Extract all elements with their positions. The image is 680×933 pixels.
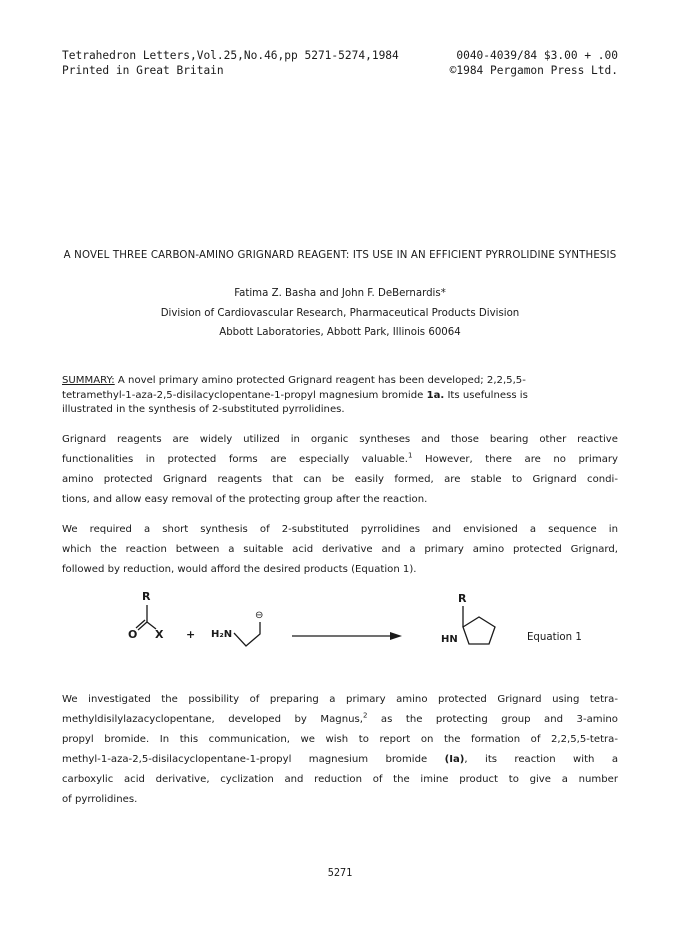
text-line [62, 450, 618, 470]
text-span: functionalities in protected forms are especially valuable. [62, 454, 408, 465]
reference-marker: 1 [407, 451, 413, 460]
compound-label: 1a. [426, 389, 445, 401]
plus-sign: + [186, 628, 196, 641]
page-number: 5271 [327, 868, 353, 879]
journal-header [62, 48, 618, 78]
text-line [62, 710, 618, 730]
text-line: propyl bromide. In this communication, we wish to report on the formation of 2,2,5,5-tetra- [62, 734, 618, 745]
product-r-label: R [458, 592, 467, 605]
text-line [62, 750, 618, 770]
issn-price: 0040-4039/84 $3.00 + .00 [456, 49, 618, 62]
leaving-group-label: X [155, 628, 164, 641]
carbonyl-co-bond [138, 622, 147, 630]
summary-text: Its usefulness is [444, 389, 528, 401]
summary [62, 374, 620, 418]
journal-reference: Tetrahedron Letters,Vol.25,No.46,pp 5271-5274,1984 [62, 49, 399, 62]
text-span: However, there are no primary [412, 454, 619, 465]
article-title: A NOVEL THREE CARBON-AMINO GRIGNARD REAGENT: ITS USE IN AN EFFICIENT PYRROLIDINE SYNTHESIS [63, 250, 617, 261]
text-span: as the protecting group and 3-amino [367, 714, 618, 725]
affiliation-address: Abbott Laboratories, Abbott Park, Illinois 60064 [219, 327, 461, 338]
product-nh-label: HN [441, 634, 458, 645]
summary-text: A novel primary amino protected Grignard reagent has been developed; 2,2,5,5- [114, 375, 526, 386]
printed-location: Printed in Great Britain [62, 64, 224, 77]
text-span: , its reaction with a [464, 754, 618, 765]
r-group-label: R [142, 590, 151, 603]
summary-text: illustrated in the synthesis of 2-substituted pyrrolidines. [62, 404, 345, 415]
paragraph [62, 690, 618, 810]
carbanion-charge: ⊖ [255, 610, 264, 621]
text-line: We required a short synthesis of 2-substituted pyrrolidines and envisioned a sequence in [62, 524, 618, 535]
text-line: Grignard reagents are widely utilized in organic syntheses and those bearing other reactive [62, 434, 618, 445]
text-line: tions, and allow easy removal of the protecting group after the reaction. [62, 494, 428, 505]
copyright: ©1984 Pergamon Press Ltd. [449, 64, 618, 77]
text-line: followed by reduction, would afford the desired products (Equation 1). [62, 564, 417, 575]
text-line: of pyrrolidines. [62, 794, 138, 805]
reference-marker: 2 [362, 711, 368, 720]
text-line: which the reaction between a suitable acid derivative and a primary amino protected Grignard, [62, 544, 618, 555]
authors: Fatima Z. Basha and John F. DeBernardis* [234, 288, 446, 299]
paragraph [62, 520, 618, 580]
text-line: carboxylic acid derivative, cyclization and reduction of the imine product to give a number [62, 774, 618, 785]
equation-1-scheme [100, 588, 640, 658]
amine-label: H₂N [211, 629, 233, 640]
pyrrolidine-ring [463, 617, 495, 644]
reaction-arrow-head [390, 632, 402, 640]
text-span: methyldisilylazacyclopentane, developed by Magnus, [62, 714, 363, 725]
equation-label: Equation 1 [527, 632, 582, 643]
summary-label: SUMMARY: [62, 375, 115, 386]
text-span: methyl-1-aza-2,5-disilacyclopentane-1-propyl magnesium bromide [62, 754, 445, 765]
text-line: amino protected Grignard reagents that can be easily formed, are stable to Grignard condi- [62, 474, 618, 485]
text-line: We investigated the possibility of preparing a primary amino protected Grignard using tetra- [62, 694, 618, 705]
carbonyl-co-double [136, 620, 145, 628]
author-block [0, 284, 680, 343]
paragraph [62, 430, 618, 510]
summary-text: tetramethyl-1-aza-2,5-disilacyclopentane-1-propyl magnesium bromide [62, 389, 427, 401]
oxygen-label: O [128, 628, 138, 641]
affiliation-division: Division of Cardiovascular Research, Pharmaceutical Products Division [160, 307, 520, 319]
compound-label: (Ia) [444, 754, 465, 765]
aminopropyl-chain [234, 622, 260, 646]
